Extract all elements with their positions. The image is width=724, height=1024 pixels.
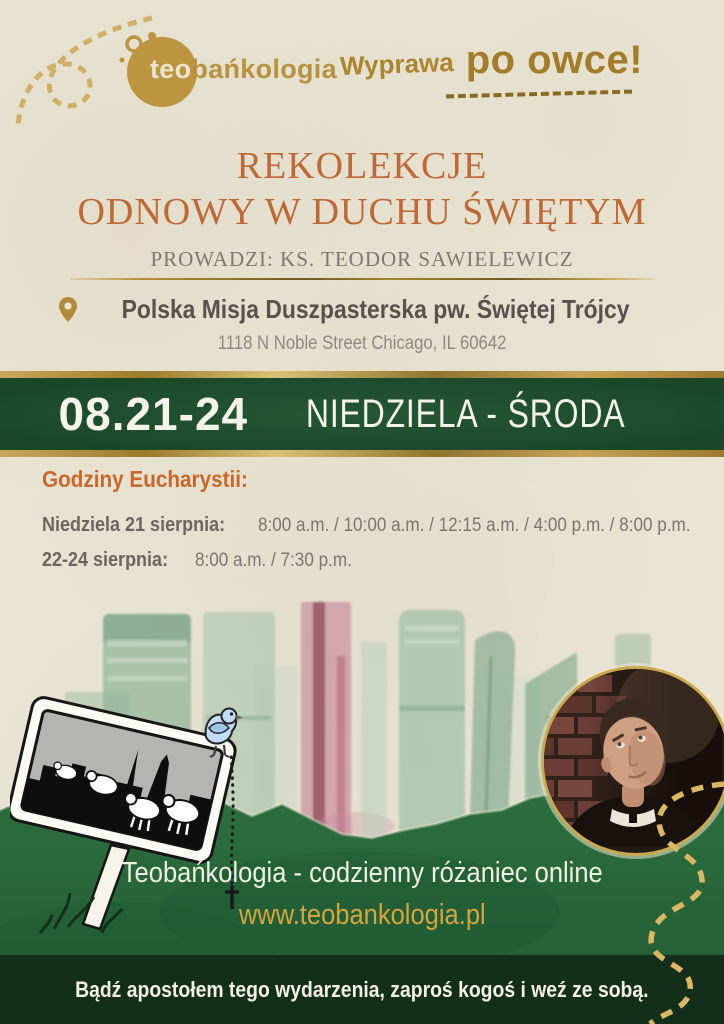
title-block [0, 144, 724, 272]
title-line2: ODNOWY W DUCHU ŚWIĘTYM [77, 190, 647, 233]
date-banner [0, 371, 724, 457]
footer-message: Bądź apostołem tego wydarzenia, zaproś kogoś i weź ze sobą. [75, 976, 649, 1002]
gold-divider [70, 278, 655, 280]
schedule-label: 22-24 sierpnia: [42, 549, 169, 571]
sheep-sign-illustration [10, 683, 290, 983]
logo-text-light: teo [150, 54, 192, 84]
banner-dates: 08.21-24 [58, 388, 249, 440]
location-address: 1118 N Noble Street Chicago, IL 60642 [217, 333, 507, 354]
promo-line: Teobańkologia - codzienny różaniec online [121, 857, 603, 889]
location-block [0, 294, 724, 355]
schedule-times: 8:00 a.m. / 10:00 a.m. / 12:15 a.m. / 4:00 p.m. / 8:00 p.m. [258, 515, 691, 536]
campaign-word-wyprawa: Wyprawa [339, 47, 455, 81]
schedule-row-sunday [42, 514, 724, 537]
schedule-row-weekdays [42, 549, 369, 572]
title-line1: REKOLEKCJE [236, 145, 488, 187]
schedule-heading: Godziny Eucharystii: [42, 466, 248, 492]
location-pin-icon [59, 297, 77, 322]
logo-text-gold: bańkologia [191, 54, 337, 84]
schedule-times: 8:00 a.m. / 7:30 p.m. [195, 550, 352, 571]
dashed-path-doodle [598, 758, 724, 1024]
campaign-dashed-underline [446, 90, 632, 99]
campaign-lettering [340, 38, 650, 118]
location-name: Polska Misja Duszpasterska pw. Świętej Trójcy [122, 294, 630, 324]
banner-gold-strip-top [0, 371, 724, 378]
promo-website: www.teobankologia.pl [238, 899, 486, 931]
dashed-loop-doodle [6, 6, 158, 146]
logo-text [150, 54, 337, 85]
banner-gold-strip-bottom [0, 450, 724, 457]
campaign-word-po-owce: po owce! [465, 38, 644, 82]
presenter-line: PROWADZI: KS. TEODOR SAWIELEWICZ [150, 247, 574, 272]
schedule-label: Niedziela 21 sierpnia: [42, 514, 226, 536]
banner-green-band [0, 378, 724, 450]
banner-days: NIEDZIELA - ŚRODA [306, 391, 626, 436]
